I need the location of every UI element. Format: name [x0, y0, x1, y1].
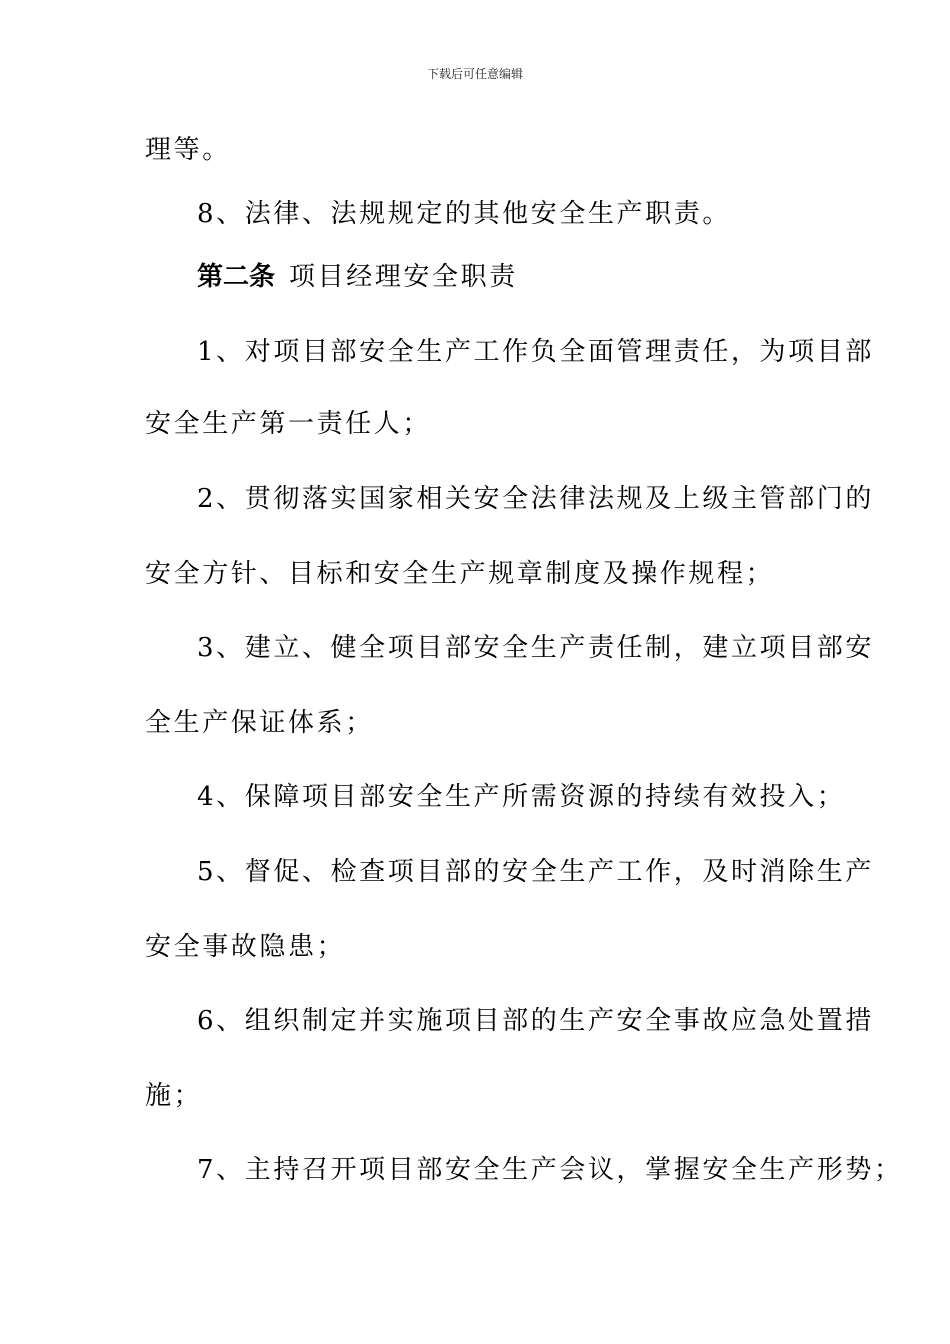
- list-item-continuation: 安全事故隐患；: [145, 932, 346, 962]
- list-item: 3、建立、健全项目部安全生产责任制，建立项目部安: [197, 633, 874, 663]
- section-heading: [197, 259, 815, 295]
- list-item: 8、法律、法规规定的其他安全生产职责。: [197, 199, 731, 229]
- section-title: 项目经理安全职责: [289, 262, 518, 292]
- text-line: 理等。: [145, 135, 231, 165]
- list-item: 1、对项目部安全生产工作负全面管理责任，为项目部: [197, 337, 874, 367]
- list-item: 7、主持召开项目部安全生产会议，掌握安全生产形势；: [197, 1155, 903, 1185]
- list-item-continuation: 施；: [145, 1081, 203, 1111]
- list-item: 2、贯彻落实国家相关安全法律法规及上级主管部门的: [197, 484, 874, 514]
- list-item: 6、组织制定并实施项目部的生产安全事故应急处置措: [197, 1006, 874, 1036]
- list-item: 5、督促、检查项目部的安全生产工作，及时消除生产: [197, 857, 874, 887]
- list-item-continuation: 安全生产第一责任人；: [145, 409, 432, 439]
- list-item: 4、保障项目部安全生产所需资源的持续有效投入；: [197, 782, 846, 812]
- article-number: 第二条: [197, 262, 276, 292]
- page-header: 下载后可任意编辑: [426, 67, 523, 81]
- list-item-continuation: 安全方针、目标和安全生产规章制度及操作规程；: [145, 559, 775, 589]
- list-item-continuation: 全生产保证体系；: [145, 708, 374, 738]
